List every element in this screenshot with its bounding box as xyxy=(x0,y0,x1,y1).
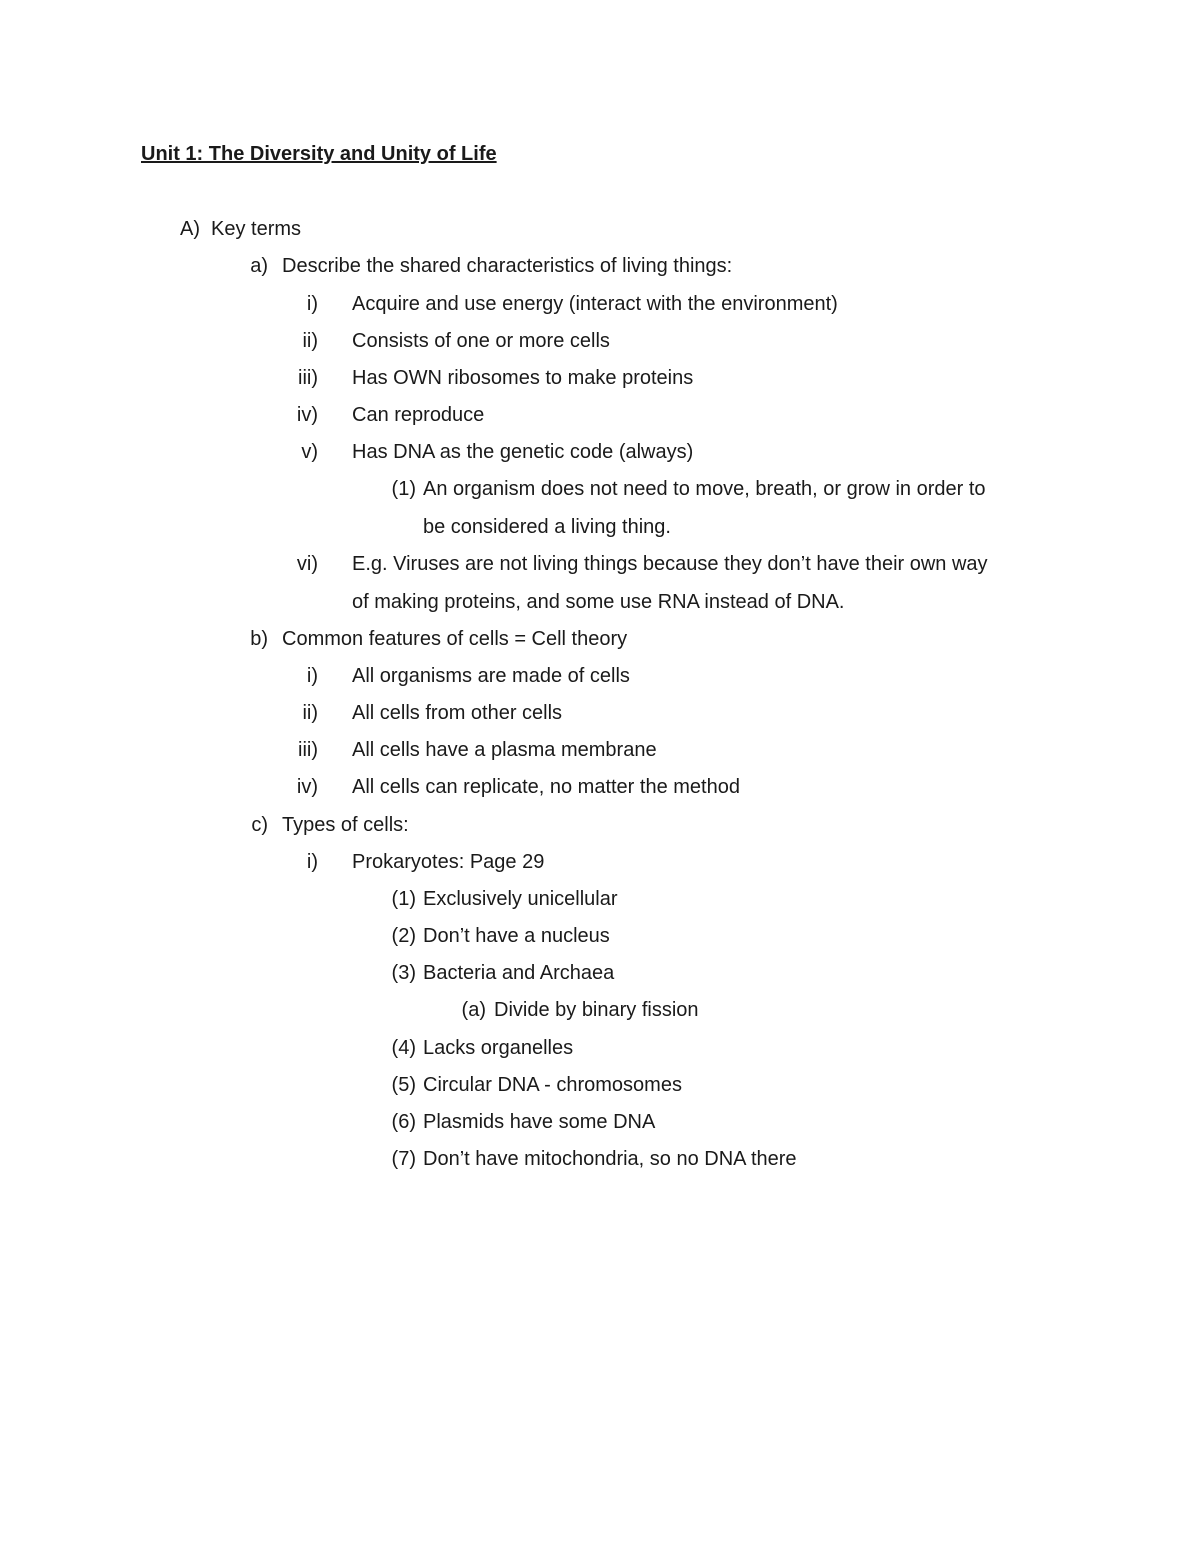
outline-marker-c-i-4: (4) xyxy=(391,1037,416,1059)
outline-item-viruses-cont: of making proteins, and some use RNA instead of DNA. xyxy=(352,591,845,613)
outline-marker-c-i-3: (3) xyxy=(391,962,416,984)
outline-item-reproduce: Can reproduce xyxy=(352,404,485,426)
outline-item-key-terms: Key terms xyxy=(211,218,302,240)
outline-item-cells: Consists of one or more cells xyxy=(352,330,610,352)
outline-marker-c-i: i) xyxy=(306,851,318,873)
outline-marker-a-iv: iv) xyxy=(296,404,318,426)
outline-item-types-of-cells: Types of cells: xyxy=(282,814,409,836)
outline-marker-a-iii: iii) xyxy=(298,367,318,389)
outline-item-bacteria-archaea: Bacteria and Archaea xyxy=(423,962,615,984)
outline-item-energy: Acquire and use energy (interact with the environment) xyxy=(352,293,838,315)
outline-item-organisms-made-of-cells: All organisms are made of cells xyxy=(352,665,630,687)
outline-marker-A: A) xyxy=(180,218,200,240)
outline-marker-c-i-3-a: (a) xyxy=(461,999,486,1021)
outline-marker-a: a) xyxy=(250,255,268,277)
page-title: Unit 1: The Diversity and Unity of Life xyxy=(141,143,497,165)
outline-item-plasma-membrane: All cells have a plasma membrane xyxy=(352,739,657,761)
outline-item-no-mitochondria: Don’t have mitochondria, so no DNA there xyxy=(423,1148,797,1170)
outline-item-unicellular: Exclusively unicellular xyxy=(423,888,618,910)
outline-marker-b-iii: iii) xyxy=(298,739,318,761)
outline-marker-b-ii: ii) xyxy=(302,702,318,724)
outline-marker-a-vi: vi) xyxy=(296,553,318,575)
outline-item-prokaryotes: Prokaryotes: Page 29 xyxy=(352,851,545,873)
outline-item-cells-from-cells: All cells from other cells xyxy=(352,702,563,724)
outline-marker-a-v: v) xyxy=(301,441,318,463)
outline-item-viruses: E.g. Viruses are not living things because they don’t have their own way xyxy=(352,553,988,575)
outline-item-binary-fission: Divide by binary fission xyxy=(494,999,699,1021)
outline-item-organism-note: An organism does not need to move, breath, or grow in order to xyxy=(423,478,986,500)
outline-item-organism-note-cont: be considered a living thing. xyxy=(423,516,671,538)
outline-marker-c-i-5: (5) xyxy=(391,1074,416,1096)
outline-marker-c: c) xyxy=(251,814,268,836)
outline-marker-c-i-2: (2) xyxy=(391,925,416,947)
outline-item-no-nucleus: Don’t have a nucleus xyxy=(423,925,610,947)
outline-item-dna: Has DNA as the genetic code (always) xyxy=(352,441,694,463)
outline-marker-c-i-1: (1) xyxy=(391,888,416,910)
outline-item-shared-characteristics: Describe the shared characteristics of living things: xyxy=(282,255,733,277)
outline-item-cell-theory: Common features of cells = Cell theory xyxy=(282,628,628,650)
outline-marker-c-i-7: (7) xyxy=(391,1148,416,1170)
outline-item-replicate: All cells can replicate, no matter the method xyxy=(352,776,740,798)
outline-marker-a-i: i) xyxy=(306,293,318,315)
outline-marker-a-ii: ii) xyxy=(302,330,318,352)
outline-item-plasmids: Plasmids have some DNA xyxy=(423,1111,656,1133)
outline-marker-b-iv: iv) xyxy=(296,776,318,798)
outline-marker-b: b) xyxy=(250,628,268,650)
outline-item-circular-dna: Circular DNA - chromosomes xyxy=(423,1074,682,1096)
outline-marker-a-v-1: (1) xyxy=(391,478,416,500)
outline-marker-b-i: i) xyxy=(306,665,318,687)
outline-marker-c-i-6: (6) xyxy=(391,1111,416,1133)
outline-item-lacks-organelles: Lacks organelles xyxy=(423,1037,574,1059)
outline-item-ribosomes: Has OWN ribosomes to make proteins xyxy=(352,367,694,389)
